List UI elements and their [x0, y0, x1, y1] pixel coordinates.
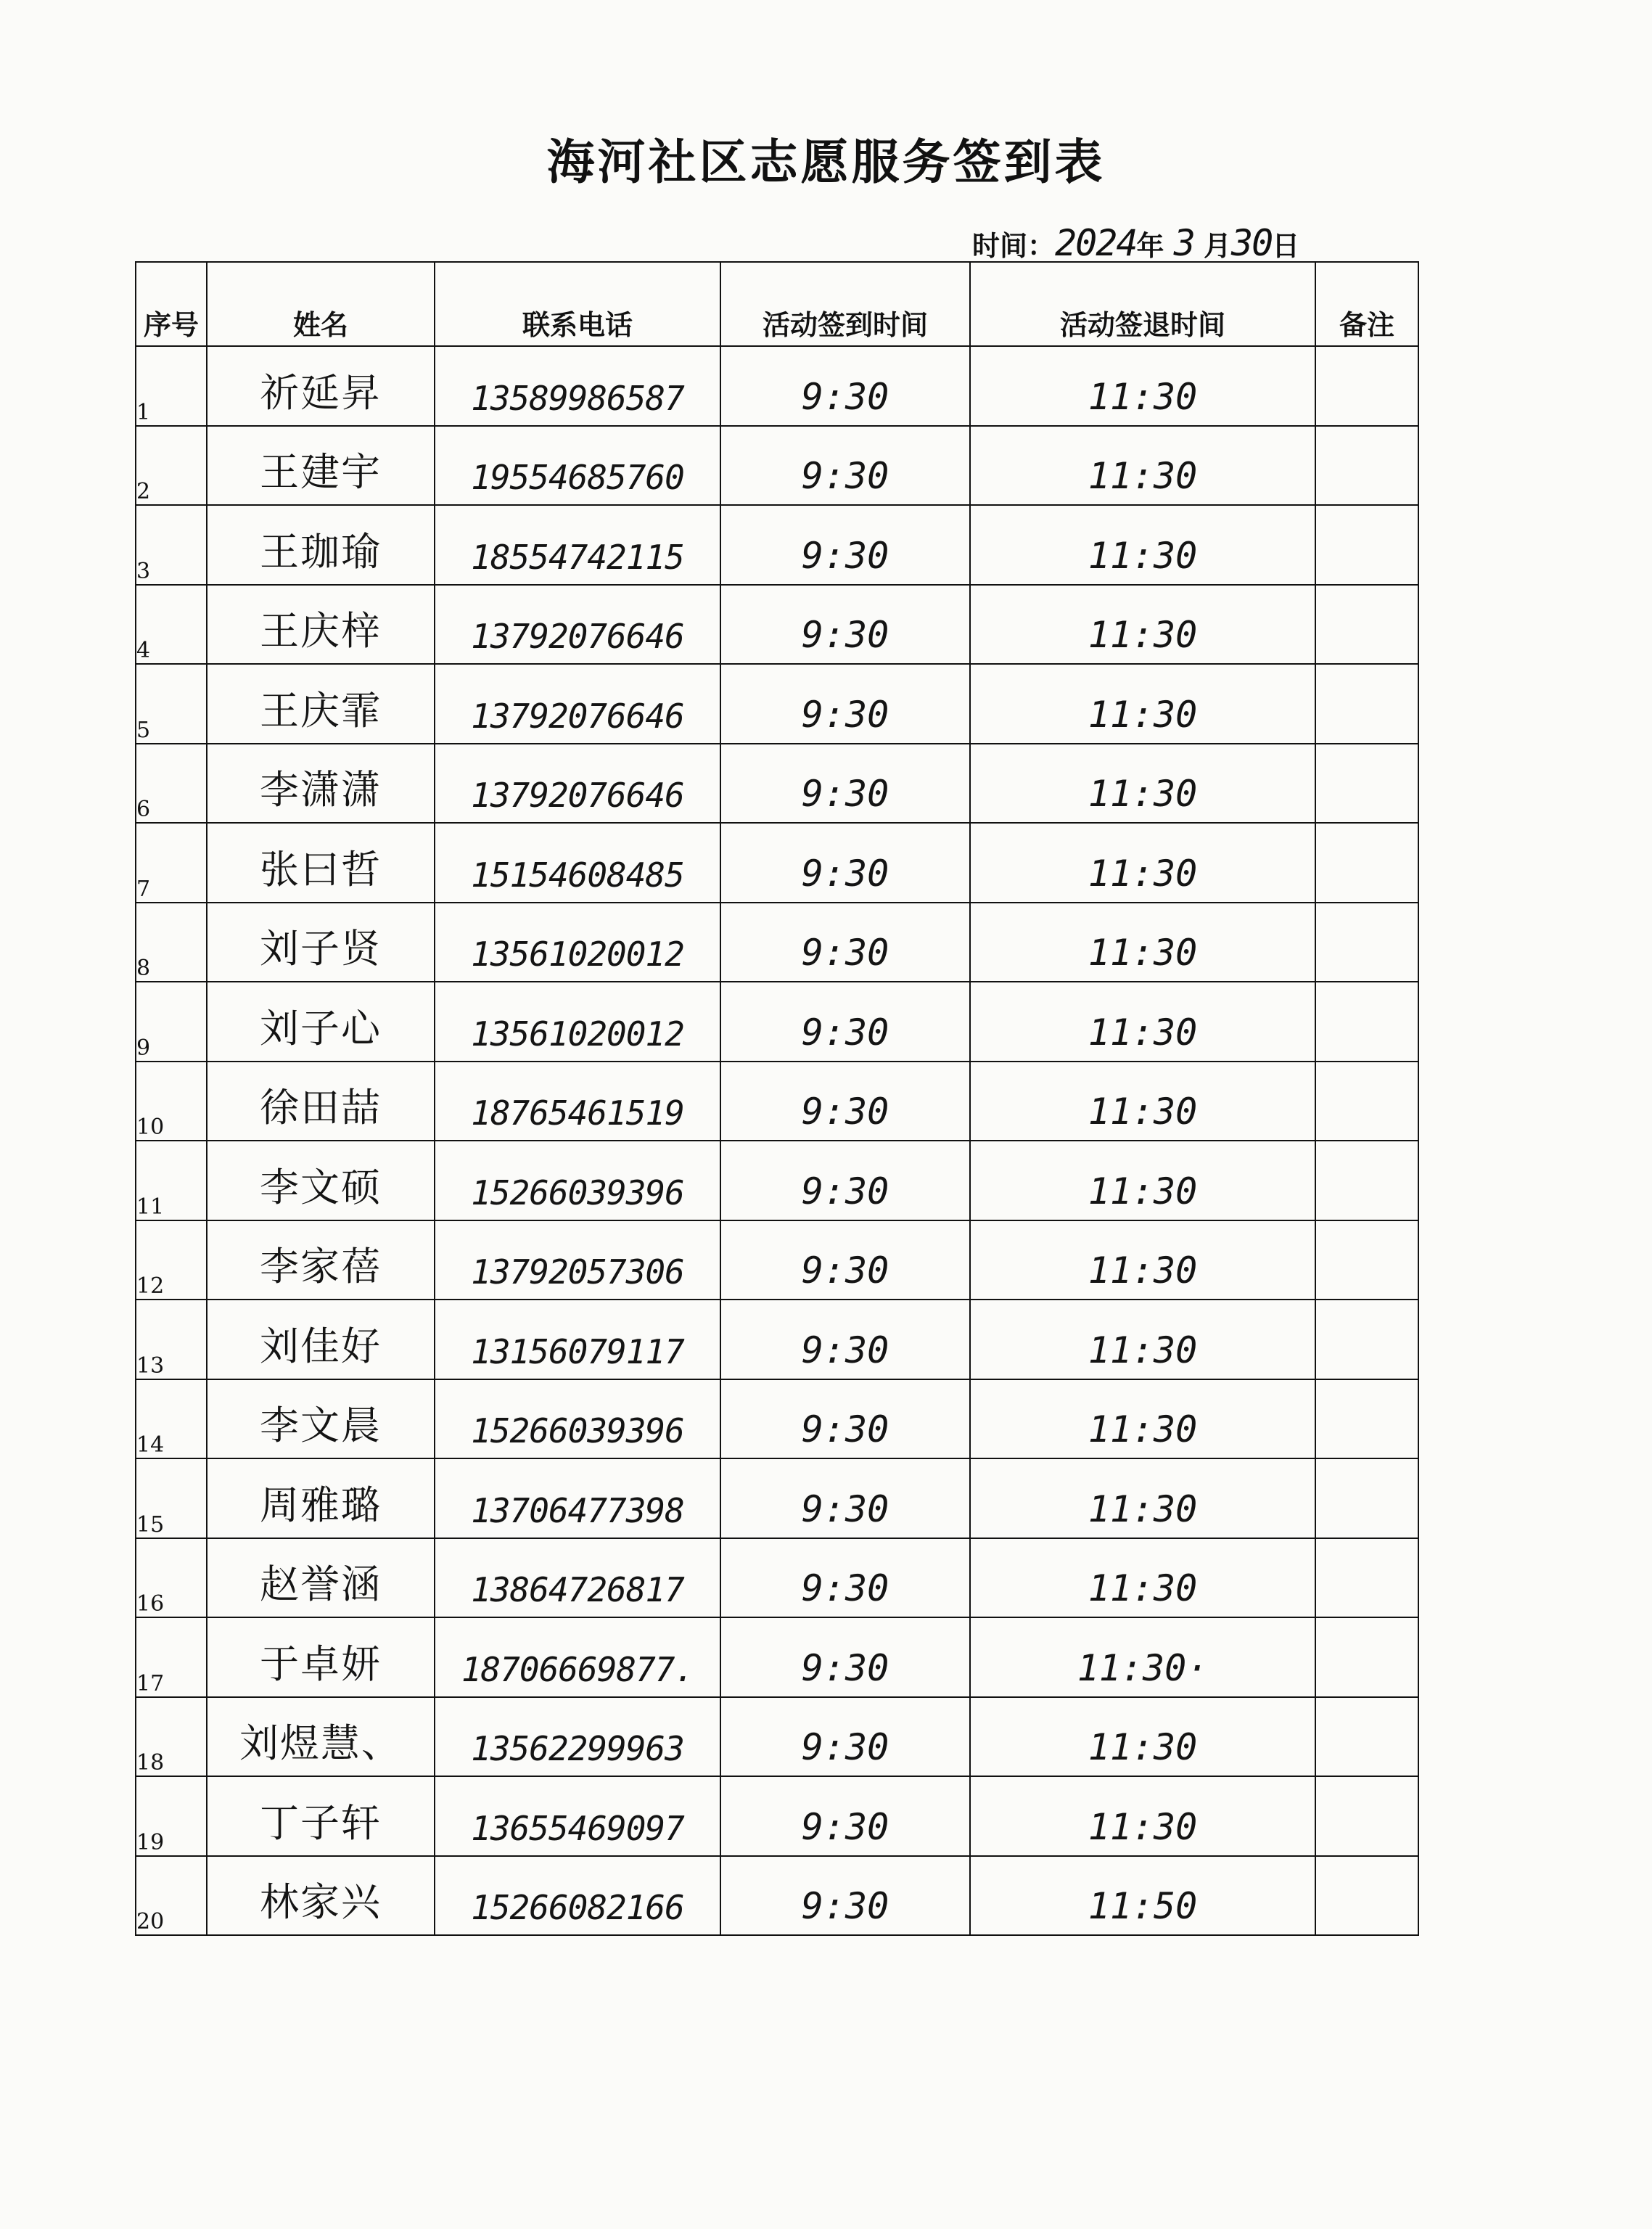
row-index-cell: 10 [136, 1062, 207, 1141]
row-checkin-cell [720, 1220, 970, 1300]
row-phone-cell [435, 1379, 720, 1459]
row-checkin-cell [720, 1697, 970, 1777]
table-row [136, 1458, 1418, 1538]
row-name: 王建宇 [260, 449, 382, 495]
row-remark-cell [1315, 982, 1418, 1062]
date-line [972, 222, 1299, 264]
row-name: 刘佳好 [260, 1323, 382, 1369]
row-checkout-cell [970, 823, 1315, 903]
row-remark-cell [1315, 1856, 1418, 1936]
row-checkin-cell [720, 1379, 970, 1459]
row-name-cell [207, 1617, 435, 1697]
row-phone: 13792057306 [471, 1252, 684, 1292]
row-name: 祈延昇 [260, 369, 382, 416]
row-phone: 13156079117 [471, 1331, 684, 1371]
row-remark-cell [1315, 1538, 1418, 1618]
row-checkout-cell [970, 1856, 1315, 1936]
row-checkout: 11:30 [1088, 1487, 1198, 1530]
row-phone-cell [435, 1617, 720, 1697]
row-remark [1316, 512, 1418, 577]
row-name: 刘子贤 [260, 926, 382, 972]
row-remark [1316, 591, 1418, 657]
row-name-cell [207, 823, 435, 903]
row-checkout: 11:30 [1088, 1170, 1198, 1212]
row-phone-cell [435, 1458, 720, 1538]
date-year-unit: 年 [1136, 230, 1164, 262]
row-index-cell: 16 [136, 1538, 207, 1618]
row-checkin-cell [720, 903, 970, 982]
row-phone-cell [435, 744, 720, 824]
row-checkin-cell [720, 744, 970, 824]
header-index: 序号 [136, 262, 207, 346]
row-checkin: 9:30 [801, 1170, 889, 1212]
header-phone: 联系电话 [435, 262, 720, 346]
row-remark-cell [1315, 664, 1418, 744]
row-phone-cell [435, 585, 720, 665]
table-row [136, 1538, 1418, 1618]
row-checkout-cell [970, 1379, 1315, 1459]
row-name: 李潇潇 [260, 767, 382, 813]
row-index-cell: 1 [136, 346, 207, 426]
row-remark [1316, 909, 1418, 974]
row-name-cell [207, 664, 435, 744]
row-remark-cell [1315, 744, 1418, 824]
row-checkout: 11:30 [1088, 852, 1198, 895]
row-index-cell: 4 [136, 585, 207, 665]
row-phone: 13792076646 [471, 696, 684, 736]
row-checkin: 9:30 [801, 375, 889, 418]
row-name-cell [207, 1856, 435, 1936]
row-checkin: 9:30 [801, 1567, 889, 1609]
row-remark-cell [1315, 1697, 1418, 1777]
row-index-cell: 19 [136, 1776, 207, 1856]
row-remark [1316, 1863, 1418, 1928]
row-checkout: 11:30 [1088, 375, 1198, 418]
row-remark [1316, 829, 1418, 895]
row-remark-cell [1315, 585, 1418, 665]
date-prefix: 时间： [972, 230, 1056, 262]
header-row [136, 262, 1418, 346]
row-phone-cell [435, 823, 720, 903]
row-phone-cell [435, 664, 720, 744]
row-remark [1316, 1624, 1418, 1689]
row-remark [1316, 1227, 1418, 1292]
row-name: 王庆梓 [260, 608, 382, 654]
row-checkout-cell [970, 1538, 1315, 1618]
row-index-cell: 17 [136, 1617, 207, 1697]
row-phone-cell [435, 1220, 720, 1300]
row-name: 徐田喆 [260, 1085, 382, 1130]
row-phone-cell [435, 505, 720, 585]
row-checkout-cell [970, 1617, 1315, 1697]
row-phone: 13655469097 [471, 1808, 684, 1848]
row-index-cell: 18 [136, 1697, 207, 1777]
row-name: 张曰哲 [260, 846, 382, 892]
row-remark [1316, 1068, 1418, 1133]
row-checkout-cell [970, 664, 1315, 744]
row-name-cell [207, 505, 435, 585]
row-checkin-cell [720, 823, 970, 903]
row-checkin: 9:30 [801, 773, 889, 815]
row-phone: 13706477398 [471, 1490, 684, 1530]
row-checkout: 11:30 [1088, 693, 1198, 736]
row-checkin: 9:30 [801, 1091, 889, 1133]
row-checkin-cell [720, 1458, 970, 1538]
row-phone-cell [435, 1062, 720, 1141]
row-remark [1316, 1465, 1418, 1530]
row-index-cell: 7 [136, 823, 207, 903]
row-checkout: 11:30 [1088, 614, 1198, 656]
row-phone: 13792076646 [471, 776, 684, 815]
row-name-cell [207, 1538, 435, 1618]
row-remark [1316, 432, 1418, 498]
row-index-cell: 15 [136, 1458, 207, 1538]
row-index-cell: 20 [136, 1856, 207, 1936]
row-phone-cell [435, 903, 720, 982]
row-index-cell: 14 [136, 1379, 207, 1459]
row-remark-cell [1315, 1300, 1418, 1379]
row-checkout: 11:30 [1088, 1329, 1198, 1371]
row-checkin-cell [720, 982, 970, 1062]
row-phone: 18765461519 [471, 1093, 684, 1133]
row-checkin: 9:30 [801, 1329, 889, 1371]
row-checkout-cell [970, 1776, 1315, 1856]
row-phone-cell [435, 1300, 720, 1379]
table-row [136, 1141, 1418, 1220]
row-checkin-cell [720, 585, 970, 665]
row-checkout-cell [970, 982, 1315, 1062]
row-checkin: 9:30 [801, 852, 889, 895]
row-checkin: 9:30 [801, 1885, 889, 1927]
row-remark-cell [1315, 1617, 1418, 1697]
row-phone: 13562299963 [471, 1729, 684, 1768]
row-name: 王珈瑜 [260, 528, 382, 575]
row-checkin: 9:30 [801, 534, 889, 577]
row-remark [1316, 988, 1418, 1054]
table-row [136, 823, 1418, 903]
row-index-cell: 3 [136, 505, 207, 585]
row-name-cell [207, 426, 435, 506]
row-checkin-cell [720, 1776, 970, 1856]
row-phone-cell [435, 426, 720, 506]
row-checkout-cell [970, 1062, 1315, 1141]
row-name-cell [207, 1697, 435, 1777]
row-name: 王庆霏 [260, 687, 382, 734]
row-checkout-cell [970, 1220, 1315, 1300]
row-remark [1316, 1545, 1418, 1610]
row-checkout: 11:30 [1088, 1249, 1198, 1292]
row-name: 林家兴 [260, 1879, 382, 1925]
row-phone-cell [435, 1141, 720, 1220]
table-row [136, 903, 1418, 982]
row-checkout: 11:30 [1088, 1805, 1198, 1848]
row-checkin-cell [720, 426, 970, 506]
row-remark-cell [1315, 426, 1418, 506]
row-name-cell [207, 1776, 435, 1856]
page-title: 海河社区志愿服务签到表 [546, 134, 1106, 190]
row-checkin: 9:30 [801, 614, 889, 656]
row-phone-cell [435, 982, 720, 1062]
row-remark [1316, 353, 1418, 418]
header-remark: 备注 [1315, 262, 1418, 346]
header-checkin: 活动签到时间 [720, 262, 970, 346]
row-checkout: 11:30 [1088, 455, 1198, 497]
row-checkout: 11:30 [1088, 1408, 1198, 1450]
row-checkout: 11:30 [1088, 1567, 1198, 1609]
row-name-cell [207, 1458, 435, 1538]
row-name: 赵誉涵 [260, 1561, 382, 1607]
row-checkout-cell [970, 346, 1315, 426]
row-index-cell: 2 [136, 426, 207, 506]
row-remark [1316, 1147, 1418, 1212]
row-checkout-cell [970, 505, 1315, 585]
row-phone: 13589986587 [471, 378, 684, 418]
row-index-cell: 5 [136, 664, 207, 744]
table-row [136, 744, 1418, 824]
date-month-unit: 月 [1204, 230, 1232, 262]
row-remark-cell [1315, 1379, 1418, 1459]
row-phone: 18706669877. [461, 1649, 694, 1689]
table-row [136, 1379, 1418, 1459]
row-index-cell: 12 [136, 1220, 207, 1300]
row-remark [1316, 1386, 1418, 1451]
row-checkin: 9:30 [801, 932, 889, 974]
row-checkin: 9:30 [801, 1011, 889, 1054]
row-name: 丁子轩 [260, 1799, 382, 1846]
row-checkin-cell [720, 1300, 970, 1379]
row-phone: 15154608485 [471, 855, 684, 895]
row-remark [1316, 670, 1418, 736]
row-checkout: 11:50 [1088, 1885, 1198, 1927]
row-checkin-cell [720, 1141, 970, 1220]
row-name-cell [207, 1220, 435, 1300]
table-row [136, 426, 1418, 506]
row-index-cell: 13 [136, 1300, 207, 1379]
row-phone: 15266082166 [471, 1888, 684, 1927]
row-checkin: 9:30 [801, 1408, 889, 1450]
row-checkin-cell [720, 1062, 970, 1141]
row-remark-cell [1315, 1062, 1418, 1141]
row-checkin: 9:30 [801, 1646, 889, 1689]
row-phone: 15266039396 [471, 1411, 684, 1450]
row-index-cell: 6 [136, 744, 207, 824]
row-index-cell: 9 [136, 982, 207, 1062]
row-index-cell: 8 [136, 903, 207, 982]
row-name-cell [207, 585, 435, 665]
row-checkout: 11:30 [1088, 1726, 1198, 1768]
row-checkin-cell [720, 1617, 970, 1697]
row-checkout: 11:30 [1088, 1011, 1198, 1054]
row-checkout: 11:30 [1088, 1091, 1198, 1133]
row-name: 周雅璐 [260, 1482, 382, 1528]
row-remark [1316, 1783, 1418, 1848]
row-remark-cell [1315, 823, 1418, 903]
row-phone: 13864726817 [471, 1570, 684, 1609]
row-checkin: 9:30 [801, 455, 889, 497]
table-row [136, 585, 1418, 665]
row-checkout: 11:30 [1088, 932, 1198, 974]
row-phone: 13561020012 [471, 1014, 684, 1054]
row-checkin-cell [720, 1856, 970, 1936]
row-checkin-cell [720, 505, 970, 585]
row-checkout-cell [970, 744, 1315, 824]
row-remark-cell [1315, 505, 1418, 585]
row-phone: 15266039396 [471, 1173, 684, 1212]
date-month: 3 [1173, 222, 1194, 264]
row-phone: 18554742115 [471, 537, 684, 577]
row-remark-cell [1315, 1458, 1418, 1538]
date-day-unit: 日 [1272, 230, 1300, 262]
table-row [136, 1697, 1418, 1777]
table-row [136, 346, 1418, 426]
table-row [136, 1220, 1418, 1300]
row-name-cell [207, 1141, 435, 1220]
row-checkout: 11:30 [1088, 773, 1198, 815]
row-phone-cell [435, 1776, 720, 1856]
row-checkin: 9:30 [801, 693, 889, 736]
row-phone-cell [435, 1538, 720, 1618]
row-phone-cell [435, 1697, 720, 1777]
row-checkout-cell [970, 1141, 1315, 1220]
row-index-cell: 11 [136, 1141, 207, 1220]
table-row [136, 1776, 1418, 1856]
table-row [136, 1062, 1418, 1141]
row-name-cell [207, 1062, 435, 1141]
date-day: 30 [1231, 222, 1273, 264]
row-name: 于卓妍 [260, 1641, 382, 1687]
row-name-cell [207, 982, 435, 1062]
row-remark-cell [1315, 1220, 1418, 1300]
row-checkout: 11:30 [1088, 534, 1198, 577]
row-remark-cell [1315, 903, 1418, 982]
row-checkin: 9:30 [801, 1726, 889, 1768]
row-checkout-cell [970, 1300, 1315, 1379]
row-phone: 13561020012 [471, 935, 684, 974]
row-phone-cell [435, 346, 720, 426]
row-remark-cell [1315, 346, 1418, 426]
header-name: 姓名 [207, 262, 435, 346]
table-row [136, 505, 1418, 585]
row-remark-cell [1315, 1141, 1418, 1220]
row-checkout: 11:30· [1077, 1646, 1209, 1689]
row-name: 李家蓓 [260, 1244, 382, 1289]
row-name: 刘子心 [260, 1005, 382, 1051]
row-name-cell [207, 903, 435, 982]
row-checkout-cell [970, 426, 1315, 506]
row-phone: 13792076646 [471, 617, 684, 656]
row-name-cell [207, 744, 435, 824]
row-checkout-cell [970, 903, 1315, 982]
row-checkin: 9:30 [801, 1487, 889, 1530]
table-row [136, 1300, 1418, 1379]
row-remark [1316, 1306, 1418, 1371]
row-phone: 19554685760 [471, 458, 684, 497]
row-name: 刘煜慧、 [239, 1720, 402, 1766]
row-remark [1316, 750, 1418, 816]
header-checkout: 活动签退时间 [970, 262, 1315, 346]
row-phone-cell [435, 1856, 720, 1936]
row-checkout-cell [970, 585, 1315, 665]
row-name: 李文晨 [260, 1403, 382, 1448]
row-checkin: 9:30 [801, 1249, 889, 1292]
row-checkin-cell [720, 664, 970, 744]
date-year: 2024 [1055, 222, 1137, 264]
row-checkin-cell [720, 1538, 970, 1618]
row-name: 李文硕 [260, 1164, 382, 1210]
row-name-cell [207, 1379, 435, 1459]
row-name-cell [207, 1300, 435, 1379]
table-row [136, 1617, 1418, 1697]
row-checkout-cell [970, 1697, 1315, 1777]
row-checkin: 9:30 [801, 1805, 889, 1848]
row-name-cell [207, 346, 435, 426]
table-row [136, 1856, 1418, 1936]
row-remark [1316, 1704, 1418, 1769]
table-row [136, 664, 1418, 744]
table-row [136, 982, 1418, 1062]
row-checkout-cell [970, 1458, 1315, 1538]
signin-table [135, 261, 1419, 1936]
row-remark-cell [1315, 1776, 1418, 1856]
row-checkin-cell [720, 346, 970, 426]
